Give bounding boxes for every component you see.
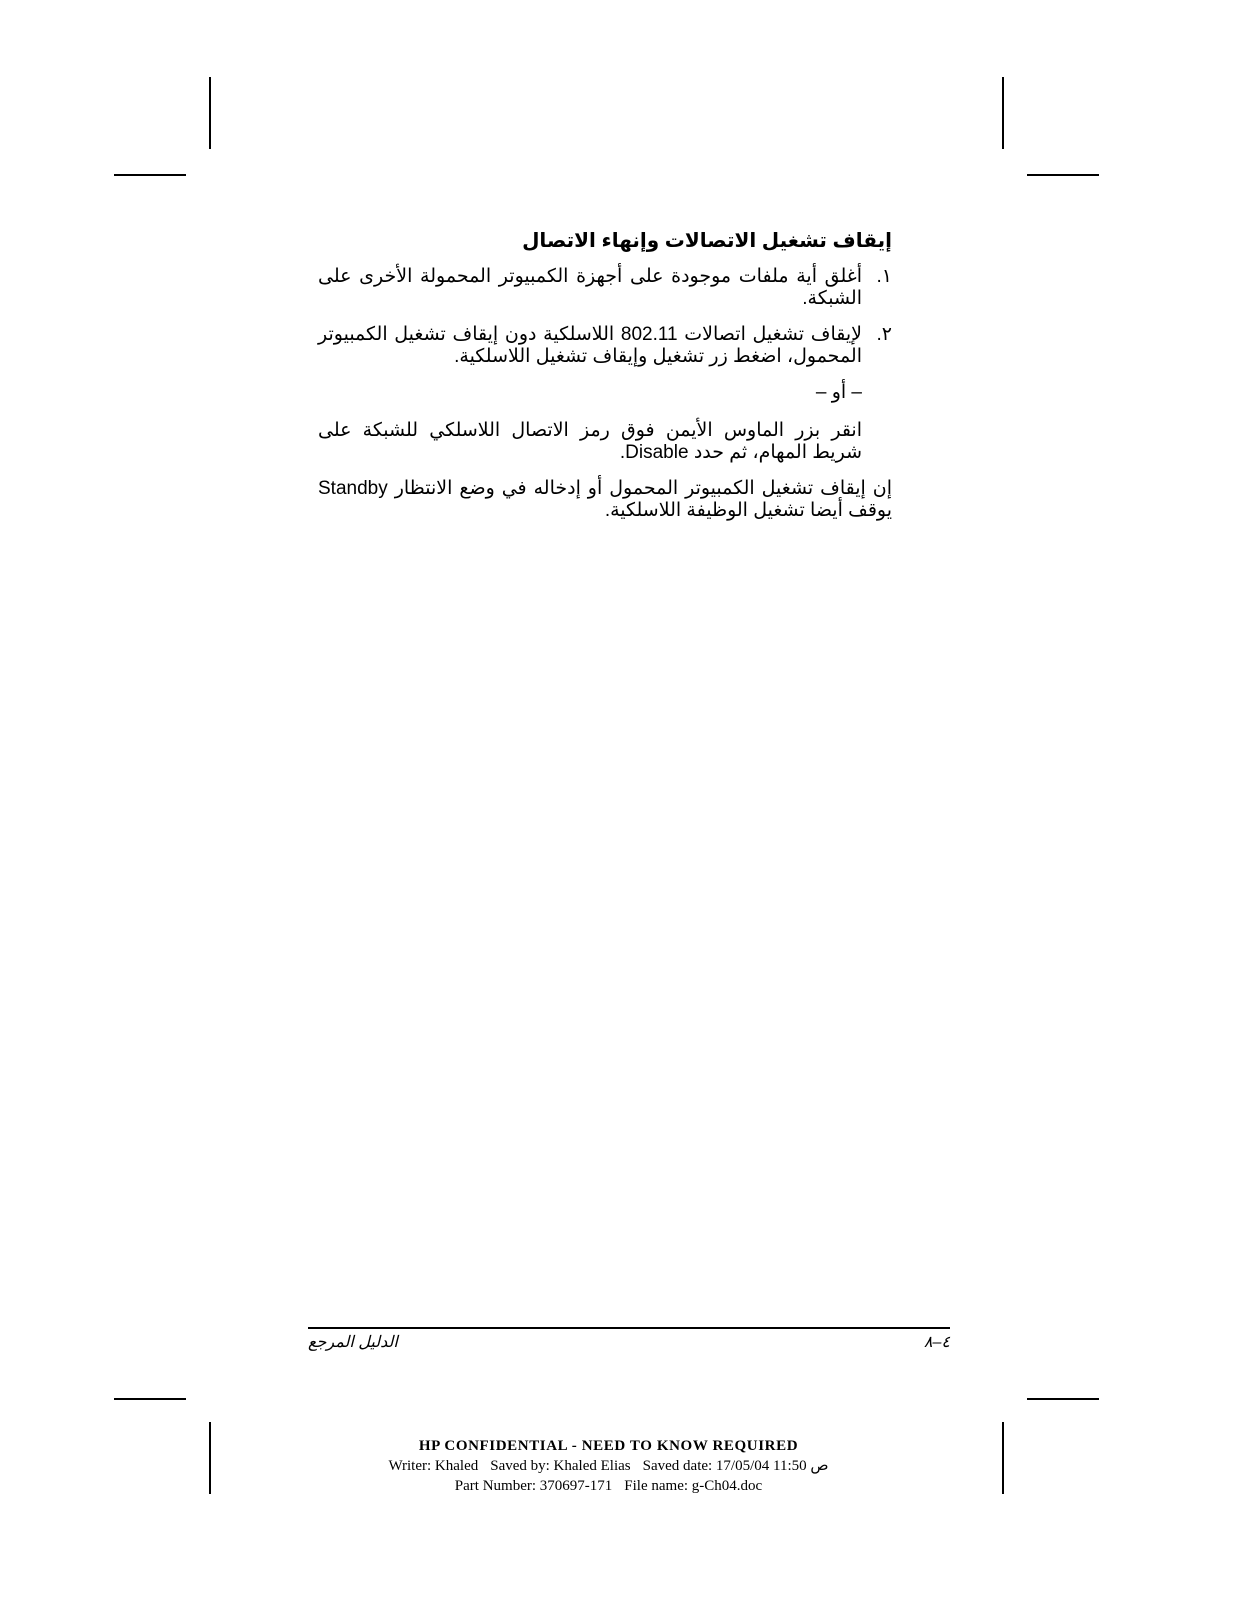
confidential-title: HP CONFIDENTIAL - NEED TO KNOW REQUIRED [418, 1438, 799, 1454]
writer-label: Writer: Khaled [388, 1458, 479, 1474]
crop-mark-bottom-right-horizontal [1027, 1398, 1099, 1400]
part-number-label: Part Number: 370697-171 [454, 1478, 613, 1494]
step-text-1: أغلق أية ملفات موجودة على أجهزة الكمبيوتر المحمولة الأخرى على الشبكة. [318, 266, 862, 309]
footer-page-number: ٤–٨ [923, 1334, 950, 1351]
alternative-instruction: انقر بزر الماوس الأيمن فوق رمز الاتصال اللاسلكي للشبكة على شريط المهام، ثم حدد Disable. [318, 420, 862, 463]
saved-date-label: Saved date: 17/05/04 11:50 ص [642, 1458, 829, 1474]
crop-mark-top-left-horizontal [114, 174, 186, 176]
confidential-file-info [0, 1476, 1217, 1496]
or-separator: – أو – [815, 382, 862, 403]
step-item-1 [318, 266, 892, 310]
footer-title: الدليل المرجع [308, 1334, 398, 1351]
crop-mark-top-left-vertical [209, 77, 211, 149]
step-number-1: ١. [876, 266, 892, 287]
crop-mark-bottom-left-horizontal [114, 1398, 186, 1400]
step-text-2: لإيقاف تشغيل اتصالات 802.11 اللاسلكية دون إيقاف تشغيل الكمبيوتر المحمول، اضغط زر تشغيل وإيقاف تشغيل اللاسلكية. [318, 324, 862, 367]
footer-rule [308, 1327, 950, 1329]
crop-mark-top-right-vertical [1002, 77, 1004, 149]
crop-mark-top-right-horizontal [1027, 174, 1099, 176]
step-item-2 [318, 324, 892, 368]
confidential-save-info [0, 1456, 1217, 1476]
confidential-block [0, 1436, 1217, 1496]
section-heading: إيقاف تشغيل الاتصالات وإنهاء الاتصال [522, 230, 892, 252]
document-body [318, 228, 892, 522]
standby-note: إن إيقاف تشغيل الكمبيوتر المحمول أو إدخاله في وضع الانتظار Standby يوقف أيضا تشغيل الوظيفة اللاسلكية. [318, 478, 892, 521]
saved-by-label: Saved by: Khaled Elias [490, 1458, 631, 1474]
step-number-2: ٢. [876, 324, 892, 345]
file-name-label: File name: g-Ch04.doc [624, 1478, 763, 1494]
